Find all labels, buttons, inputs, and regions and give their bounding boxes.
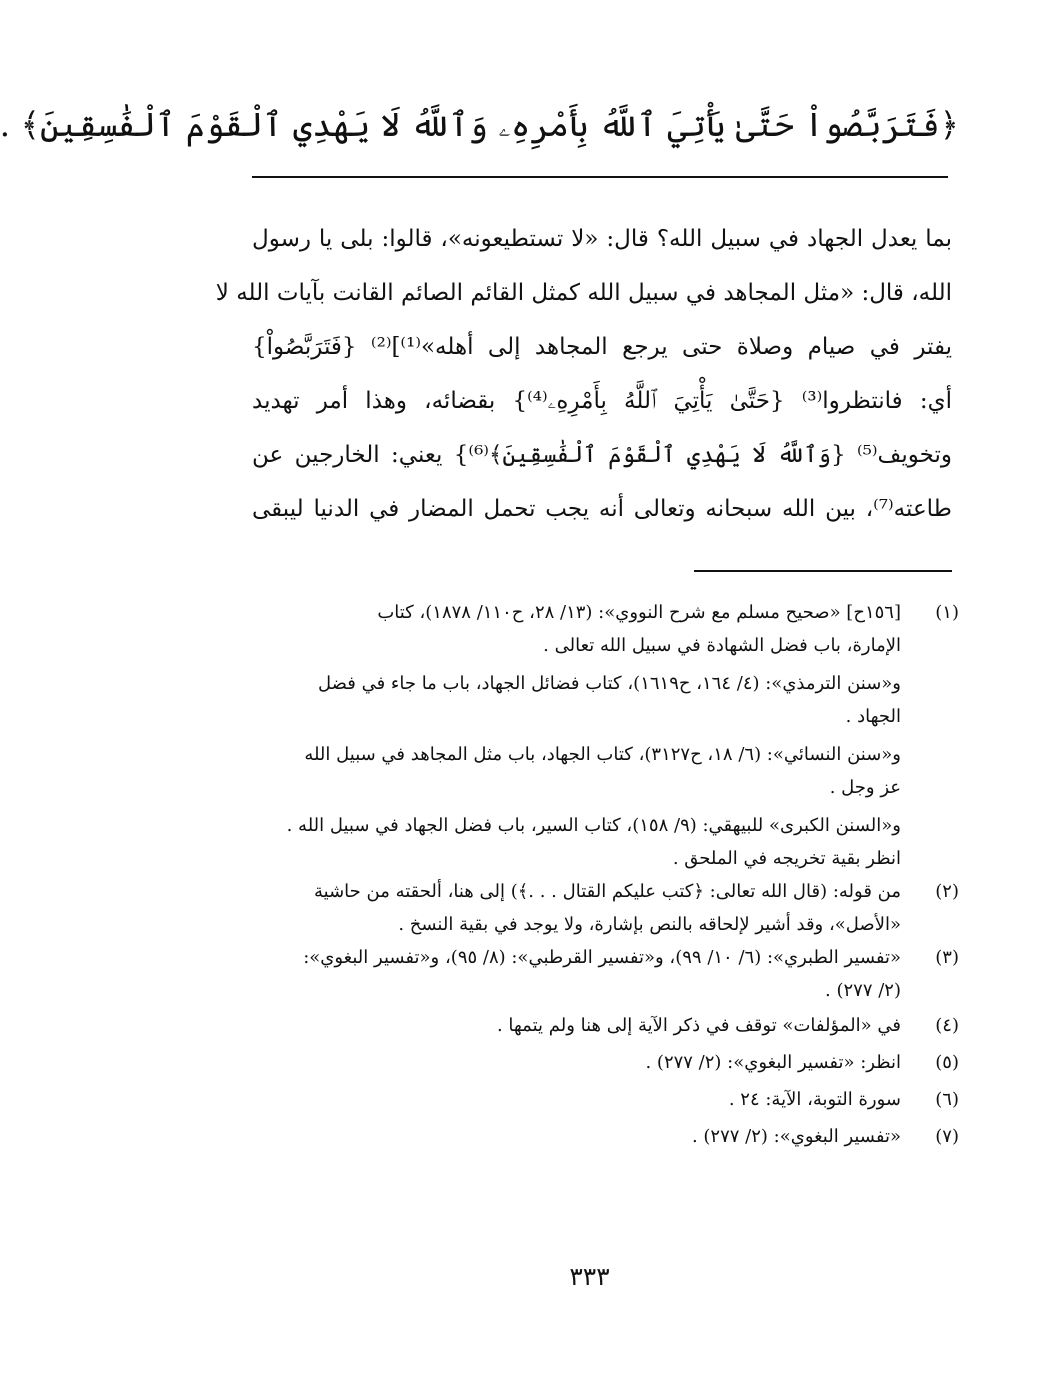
footnote-line: و«سنن النسائي»: (٦/ ١٨، ح٣١٢٧)، كتاب الجهاد، باب مثل المجاهد في سبيل الله (304, 744, 901, 765)
footnote-7 (249, 1118, 959, 1155)
footnote-line: [١٥٦ح] «صحيح مسلم مع شرح النووي»: (١٣/ ٢٨، ح١١٠/ ١٨٧٨)، كتاب (377, 602, 901, 623)
footnote-1 (249, 596, 959, 875)
footnote-line: «تفسير البغوي»: (٢/ ٢٧٧) . (691, 1126, 901, 1147)
footnote-body (249, 1118, 901, 1155)
footnote-body (249, 941, 901, 1007)
footnote-number: (١) (935, 602, 959, 623)
main-text-line: بما يعدل الجهاد في سبيل الله؟ قال: «لا تستطيعونه»، قالوا: بلى يا رسول (252, 226, 952, 252)
footnote-number: (٥) (935, 1052, 959, 1073)
footnote-line: الجهاد . (845, 706, 901, 727)
footnote-4 (249, 1007, 959, 1044)
footnote-line: «الأصل»، وقد أشير لإلحاقه بالنص بإشارة، ولا يوجد في بقية النسخ . (398, 914, 901, 935)
footnote-line: من قوله: (قال الله تعالى: ﴿كتب عليكم القتال . . .﴾) إلى هنا، ألحقته من حاشية (314, 881, 901, 902)
footnote-body (249, 1081, 901, 1118)
footnote-2 (249, 875, 959, 941)
header-verse: ﴿فَتَرَبَّصُواْ حَتَّىٰ يَأْتِيَ ٱللَّهُ بِأَمْرِهِۦ وَٱللَّهُ لَا يَهْدِي ٱلْقَوْمَ ٱلْفَٰسِقِينَ﴾ . (0, 105, 959, 144)
footnote-line: عز وجل . (829, 777, 901, 798)
footnote-number: (٣) (935, 947, 959, 968)
footnote-line: في «المؤلفات» توقف في ذكر الآية إلى هنا ولم يتمها . (496, 1015, 901, 1036)
footnote-body (249, 596, 901, 875)
footnote-line: انظر بقية تخريجه في الملحق . (672, 848, 901, 869)
main-text-line: طاعته⁽⁷⁾، بين الله سبحانه وتعالى أنه يجب تحمل المضار في الدنيا ليبقى (252, 496, 952, 522)
footnote-line: سورة التوبة، الآية: ٢٤ . (728, 1089, 901, 1110)
footnote-body (249, 1044, 901, 1081)
footnote-line: و«سنن الترمذي»: (٤/ ١٦٤، ح١٦١٩)، كتاب فضائل الجهاد، باب ما جاء في فضل (318, 673, 901, 694)
footnote-6 (249, 1081, 959, 1118)
page-number: ٣٣٣ (569, 1262, 610, 1291)
footnote-line: «تفسير الطبري»: (٦/ ١٠/ ٩٩)، و«تفسير القرطبي»: (٨/ ٩٥)، و«تفسير البغوي»: (303, 947, 901, 968)
footnote-line: (٢/ ٢٧٧) . (825, 980, 901, 1001)
footnote-body (249, 875, 901, 941)
footnote-line: انظر: «تفسير البغوي»: (٢/ ٢٧٧) . (645, 1052, 901, 1073)
footnote-number: (٤) (935, 1015, 959, 1036)
footnote-number: (٧) (935, 1126, 959, 1147)
main-text-line: أي: فانتظروا⁽³⁾ {حَتَّىٰ يَأْتِيَ ٱللَّهُ بِأَمْرِهِۦ⁽⁴⁾} بقضائه، وهذا أمر تهديد (252, 388, 952, 414)
footnote-number: (٦) (935, 1089, 959, 1110)
footnote-number: (٢) (935, 881, 959, 902)
main-text-line: الله، قال: «مثل المجاهد في سبيل الله كمثل القائم الصائم القانت بآيات الله لا (215, 280, 952, 306)
main-text-line: يفتر في صيام وصلاة حتى يرجع المجاهد إلى أهله»⁽¹⁾]⁽²⁾ {فَتَرَبَّصُواْ} (252, 334, 952, 360)
footnote-line: و«السنن الكبرى» للبيهقي: (٩/ ١٥٨)، كتاب السير، باب فضل الجهاد في سبيل الله . (286, 815, 901, 836)
main-text (215, 212, 952, 536)
footnote-3 (249, 941, 959, 1007)
header-divider (252, 176, 948, 178)
main-text-line: وتخويف⁽⁵⁾ {وَٱللَّهُ لَا يَهْدِي ٱلْقَوْمَ ٱلْفَٰسِقِينَ﴾⁽⁶⁾} يعني: الخارجين عن (252, 442, 952, 468)
footnote-divider (694, 570, 952, 572)
footnotes (249, 596, 959, 1155)
footnote-line: الإمارة، باب فضل الشهادة في سبيل الله تعالى . (543, 635, 901, 656)
footnote-body (249, 1007, 901, 1044)
footnote-5 (249, 1044, 959, 1081)
